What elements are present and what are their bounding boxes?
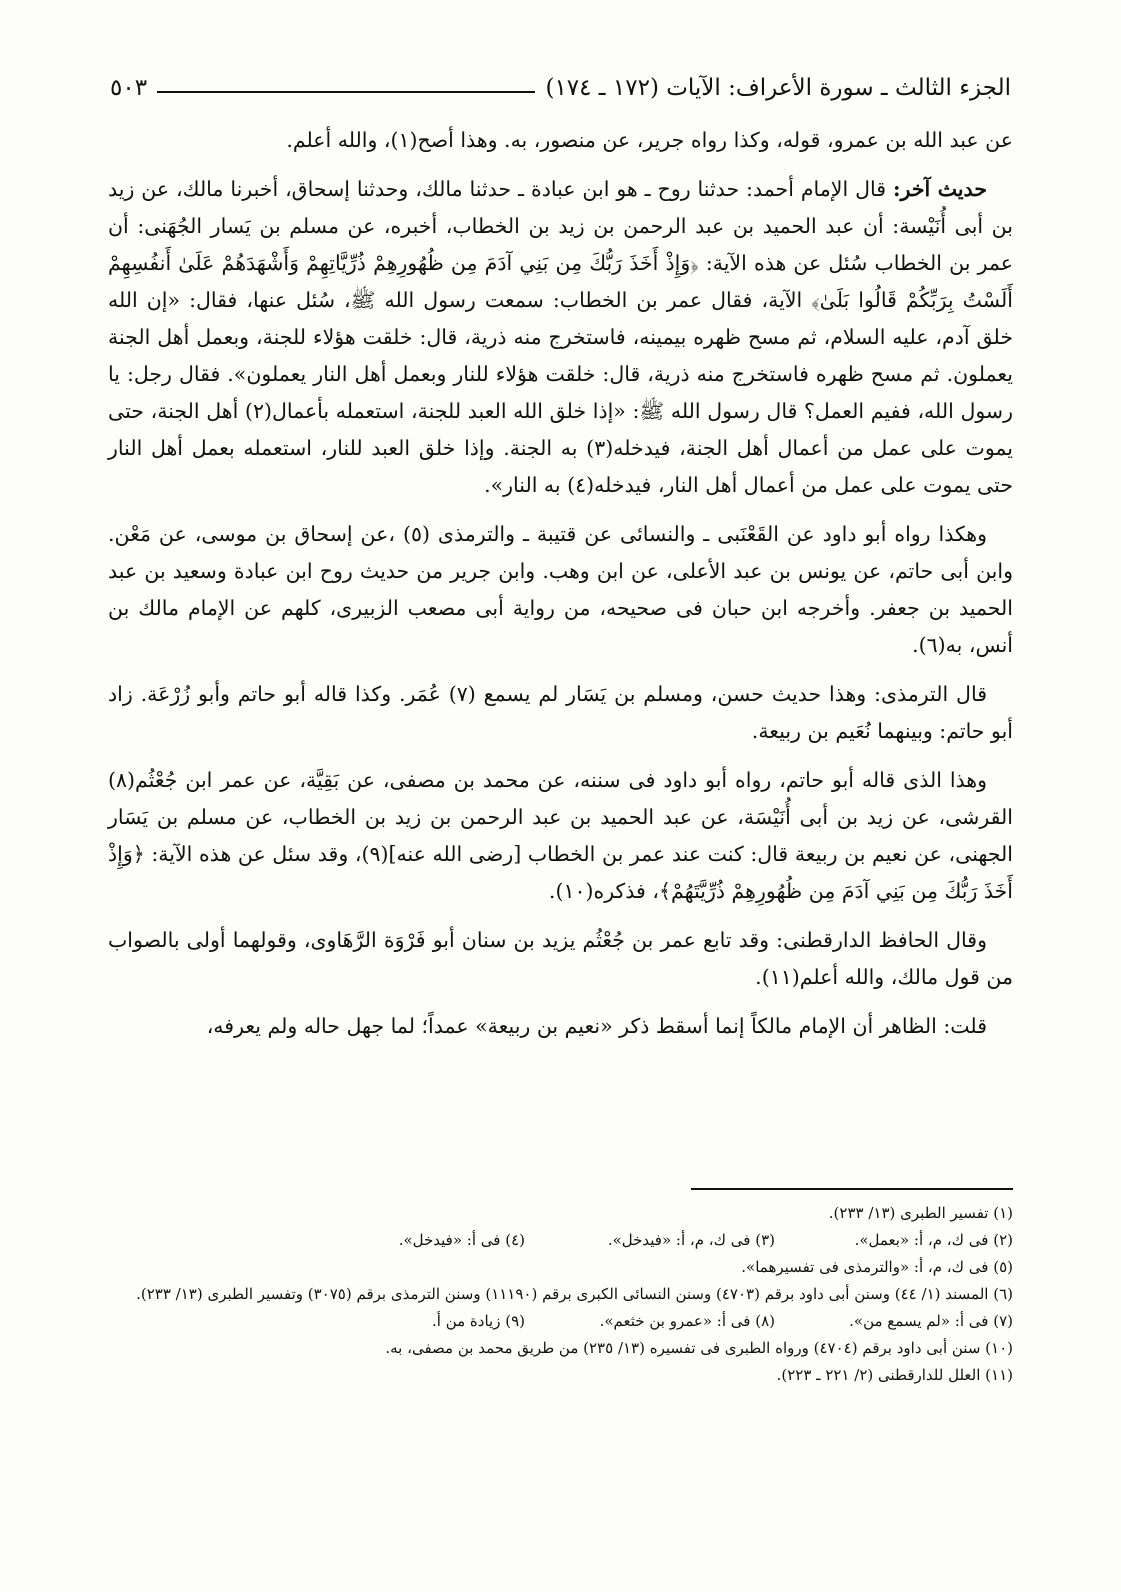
- footnote-separator: [691, 1188, 1013, 1190]
- footnote-row: [108, 1308, 1013, 1335]
- footnote: (٨) فى أ: «عمرو بن خثعم».: [599, 1312, 775, 1330]
- footnote: (١٠) سنن أبى داود برقم (٤٧٠٤) ورواه الطبرى فى تفسيره (١٣/ ٢٣٥) من طريق محمد بن مصفى، به.: [385, 1339, 1013, 1357]
- footnote: (٢) فى ك، م، أ: «بعمل».: [854, 1231, 1013, 1249]
- paragraph: [108, 922, 1013, 996]
- footnote: (٣) فى ك، م، أ: «فيدخل».: [607, 1231, 775, 1249]
- header-rule: [157, 91, 535, 93]
- footnote-row: [108, 1227, 1013, 1254]
- page-header: [110, 68, 1011, 108]
- paragraph: [108, 122, 1013, 159]
- footnote: (٥) فى ك، م، أ: «والترمذى فى تفسيرهما».: [741, 1258, 1013, 1276]
- paragraph: [108, 676, 1013, 750]
- footnote: (٧) فى أ: «لم يسمع من».: [849, 1312, 1013, 1330]
- paragraph-lead: حديث آخر:: [892, 177, 987, 201]
- footnote: (١١) العلل للدارقطنى (٢/ ٢٢١ ـ ٢٢٣).: [776, 1366, 1013, 1384]
- paragraph-text: وقال الحافظ الدارقطنى: وقد تابع عمر بن جُعْثُم يزيد بن سنان أبو فَرْوَة الرَّهَاوى، وقولهما أولى بالصواب من قول مالك، والله أعلم(١١).: [108, 928, 1013, 989]
- paragraph: [108, 762, 1013, 910]
- paragraph-text: قال الإمام أحمد: حدثنا روح ـ هو ابن عبادة ـ حدثنا مالك، وحدثنا إسحاق، أخبرنا مالك، عن زيد بن أبى أُنَيْسة: أن عبد الحميد بن عبد الرحمن بن زيد بن الخطاب، أخبره، عن مسلم بن يَسار الجُهَنى: أن عمر بن الخطاب سُئل عن هذه الآية: ﴿وَإِذْ أَخَذَ رَبُّكَ مِن بَنِي آدَمَ مِن ظُهُورِهِمْ ذُرِّيَّاتِهِمْ وَأَشْهَدَهُمْ عَلَىٰ أَنفُسِهِمْ أَلَسْتُ بِرَبِّكُمْ قَالُوا بَلَىٰ﴾ الآية، فقال عمر بن الخطاب: سمعت رسول الله ﷺ، سُئل عنها، فقال: «إن الله خلق آدم، عليه السلام، ثم مسح ظهره بيمينه، فاستخرج منه ذرية، قال: خلقت هؤلاء للجنة، وبعمل أهل الجنة يعملون. ثم مسح ظهره فاستخرج منه ذرية، قال: خلقت هؤلاء للنار وبعمل أهل النار يعملون». فقال رجل: يا رسول الله، ففيم العمل؟ قال رسول الله ﷺ: «إذا خلق الله العبد للجنة، استعمله بأعمال(٢) أهل الجنة، حتى يموت على عمل من أعمال أهل الجنة، فيدخله(٣) به الجنة. وإذا خلق العبد للنار، استعمله بعمل أهل النار حتى يموت على عمل من أعمال أهل النار، فيدخله(٤) به النار».: [108, 177, 1014, 497]
- paragraph: [108, 171, 1013, 504]
- paragraph: [108, 1008, 1013, 1045]
- paragraph-text: قلت: الظاهر أن الإمام مالكاً إنما أسقط ذكر «نعيم بن ربيعة» عمداً؛ لما جهل حاله ولم يعرفه،: [206, 1014, 987, 1038]
- running-title: الجزء الثالث ـ سورة الأعراف: الآيات (١٧٢ ـ ١٧٤): [545, 75, 1011, 101]
- paragraph: [108, 516, 1013, 664]
- paragraph-text: عن عبد الله بن عمرو، قوله، وكذا رواه جرير، عن منصور، به. وهذا أصح(١)، والله أعلم.: [286, 128, 1013, 152]
- paragraph-text: قال الترمذى: وهذا حديث حسن، ومسلم بن يَسَار لم يسمع (٧) عُمَر. وكذا قاله أبو حاتم وأبو زُرْعَة. زاد أبو حاتم: وبينهما نُعَيم بن ربيعة.: [108, 682, 1013, 743]
- footnote: (٦) المسند (١/ ٤٤) وسنن أبى داود برقم (٤٧٠٣) وسنن النسائى الكبرى برقم (١١١٩٠) وسنن الترمذى برقم (٣٠٧٥) وتفسير الطبرى (١٣/ ٢٣٣).: [136, 1285, 1013, 1303]
- footnote: (١) تفسير الطبرى (١٣/ ٢٣٣).: [828, 1204, 1013, 1222]
- paragraph-text: وهذا الذى قاله أبو حاتم، رواه أبو داود فى سننه، عن محمد بن مصفى، عن بَقِيَّة، عن عمر ابن جُعْثُم(٨) القرشى، عن زيد بن أبى أُنَيْسَة، عن عبد الحميد بن عبد الرحمن بن زيد بن الخطاب، عن مسلم بن يَسَار الجهنى، عن نعيم بن ربيعة قال: كنت عند عمر بن الخطاب [رضى الله عنه](٩)، وقد سئل عن هذه الآية: ﴿وَإِذْ أَخَذَ رَبُّكَ مِن بَنِي آدَمَ مِن ظُهُورِهِمْ ذُرِّيَّتَهُمْ﴾، فذكره(١٠).: [108, 768, 1014, 903]
- main-text: [108, 122, 1013, 1057]
- footnote: (٤) فى أ: «فيدخل».: [398, 1231, 525, 1249]
- page-number: ٥٠٣: [110, 75, 148, 101]
- footnotes: [108, 1200, 1013, 1389]
- footnote: (٩) زيادة من أ.: [432, 1312, 525, 1330]
- paragraph-text: وهكذا رواه أبو داود عن القَعْنَبى ـ والنسائى عن قتيبة ـ والترمذى (٥) ،عن إسحاق بن موسى، عن مَعْن. وابن أبى حاتم، عن يونس بن عبد الأعلى، عن ابن وهب. وابن جرير من حديث روح ابن عبادة وسعيد بن عبد الحميد بن جعفر. وأخرجه ابن حبان فى صحيحه، من رواية أبى مصعب الزبيرى، كلهم عن الإمام مالك بن أنس، به(٦).: [108, 522, 1013, 657]
